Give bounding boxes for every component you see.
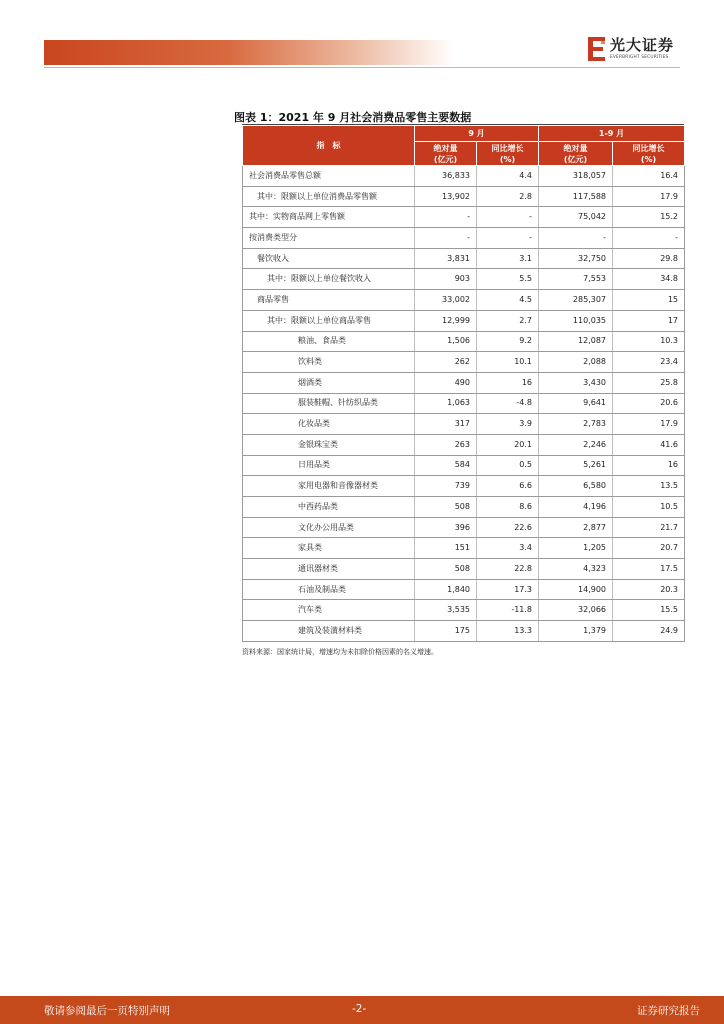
cell-value: 8.6	[477, 497, 539, 518]
cell-value: -	[477, 228, 539, 249]
cell-value: 4.4	[477, 166, 539, 187]
cell-value: 16.4	[613, 166, 685, 187]
cell-value: 396	[415, 517, 477, 538]
cell-value: 22.6	[477, 517, 539, 538]
report-type: 证券研究报告	[637, 1005, 700, 1017]
cell-value: 317	[415, 414, 477, 435]
footer-bar	[0, 996, 724, 1024]
column-header: 同比增长 (%)	[613, 142, 685, 166]
cell-value: 34.8	[613, 269, 685, 290]
row-label: 按消费类型分	[243, 228, 415, 249]
brand-subtitle: EVERBRIGHT SECURITIES	[610, 55, 669, 60]
cell-value: -	[539, 228, 613, 249]
cell-value: 0.5	[477, 455, 539, 476]
cell-value: 17.3	[477, 579, 539, 600]
row-label: 石油及制品类	[243, 579, 415, 600]
cell-value: 4,323	[539, 559, 613, 580]
retail-data-table	[242, 125, 685, 642]
data-source-note: 资料来源：国家统计局，增速均为未扣除价格因素的名义增速。	[242, 648, 438, 656]
cell-value: 1,063	[415, 393, 477, 414]
column-header: 绝对量 (亿元)	[415, 142, 477, 166]
cell-value: 3,535	[415, 600, 477, 621]
cell-value: 4,196	[539, 497, 613, 518]
cell-value: 3,430	[539, 372, 613, 393]
cell-value: 17.9	[613, 414, 685, 435]
cell-value: 9,641	[539, 393, 613, 414]
cell-value: 318,057	[539, 166, 613, 187]
cell-value: 151	[415, 538, 477, 559]
cell-value: 10.1	[477, 352, 539, 373]
cell-value: 29.8	[613, 248, 685, 269]
brand-logo-icon	[588, 37, 606, 61]
row-label: 粮油、食品类	[243, 331, 415, 352]
table-row	[243, 393, 685, 414]
cell-value: 2.7	[477, 310, 539, 331]
cell-value: 3.4	[477, 538, 539, 559]
cell-value: 32,066	[539, 600, 613, 621]
table-row	[243, 269, 685, 290]
table-row	[243, 538, 685, 559]
row-label: 家具类	[243, 538, 415, 559]
table-row	[243, 579, 685, 600]
cell-value: 1,840	[415, 579, 477, 600]
cell-value: -4.8	[477, 393, 539, 414]
cell-value: 22.8	[477, 559, 539, 580]
cell-value: 17.9	[613, 186, 685, 207]
cell-value: -	[415, 207, 477, 228]
cell-value: 12,087	[539, 331, 613, 352]
cell-value: 1,205	[539, 538, 613, 559]
cell-value: 13.5	[613, 476, 685, 497]
cell-value: 20.7	[613, 538, 685, 559]
row-label: 餐饮收入	[243, 248, 415, 269]
row-label: 日用品类	[243, 455, 415, 476]
cell-value: 32,750	[539, 248, 613, 269]
cell-value: 6.6	[477, 476, 539, 497]
row-label: 服装鞋帽、针纺织品类	[243, 393, 415, 414]
row-label: 商品零售	[243, 290, 415, 311]
row-label: 社会消费品零售总额	[243, 166, 415, 187]
cell-value: 25.8	[613, 372, 685, 393]
table-row	[243, 434, 685, 455]
row-label: 金银珠宝类	[243, 434, 415, 455]
cell-value: 10.3	[613, 331, 685, 352]
cell-value: 5.5	[477, 269, 539, 290]
table-row	[243, 517, 685, 538]
cell-value: 9.2	[477, 331, 539, 352]
cell-value: 3.9	[477, 414, 539, 435]
cell-value: -	[613, 228, 685, 249]
cell-value: 1,379	[539, 621, 613, 642]
cell-value: 903	[415, 269, 477, 290]
table-row	[243, 166, 685, 187]
cell-value: 23.4	[613, 352, 685, 373]
cell-value: 13.3	[477, 621, 539, 642]
cell-value: 263	[415, 434, 477, 455]
table-row	[243, 621, 685, 642]
table-row	[243, 352, 685, 373]
disclaimer-notice: 敬请参阅最后一页特别声明	[44, 1005, 170, 1017]
table-row	[243, 372, 685, 393]
cell-value: -	[415, 228, 477, 249]
cell-value: 285,307	[539, 290, 613, 311]
group-header-september: 9 月	[415, 126, 539, 142]
cell-value: 17	[613, 310, 685, 331]
cell-value: 2,246	[539, 434, 613, 455]
cell-value: 4.5	[477, 290, 539, 311]
row-label: 烟酒类	[243, 372, 415, 393]
cell-value: 24.9	[613, 621, 685, 642]
cell-value: 13,902	[415, 186, 477, 207]
cell-value: -11.8	[477, 600, 539, 621]
cell-value: 490	[415, 372, 477, 393]
cell-value: 3.1	[477, 248, 539, 269]
table-row	[243, 290, 685, 311]
table-row	[243, 248, 685, 269]
table-row	[243, 207, 685, 228]
cell-value: 33,002	[415, 290, 477, 311]
row-label: 文化办公用品类	[243, 517, 415, 538]
row-label: 其中：限额以上单位餐饮收入	[243, 269, 415, 290]
row-label: 饮料类	[243, 352, 415, 373]
cell-value: 6,580	[539, 476, 613, 497]
table-row	[243, 455, 685, 476]
cell-value: 16	[477, 372, 539, 393]
table-title: 图表 1：2021 年 9 月社会消费品零售主要数据	[234, 111, 472, 124]
cell-value: 41.6	[613, 434, 685, 455]
cell-value: 17.5	[613, 559, 685, 580]
cell-value: 16	[613, 455, 685, 476]
cell-value: 20.6	[613, 393, 685, 414]
cell-value: 5,261	[539, 455, 613, 476]
cell-value: 7,553	[539, 269, 613, 290]
cell-value: 584	[415, 455, 477, 476]
cell-value: 14,900	[539, 579, 613, 600]
indicator-header: 指 标	[243, 126, 415, 166]
cell-value: 2,783	[539, 414, 613, 435]
cell-value: 12,999	[415, 310, 477, 331]
cell-value: 2,088	[539, 352, 613, 373]
cell-value: 1,506	[415, 331, 477, 352]
row-label: 化妆品类	[243, 414, 415, 435]
table-row	[243, 310, 685, 331]
brand-logo	[588, 37, 684, 63]
cell-value: -	[477, 207, 539, 228]
row-label: 其中：限额以上单位商品零售	[243, 310, 415, 331]
cell-value: 15.2	[613, 207, 685, 228]
cell-value: 20.3	[613, 579, 685, 600]
cell-value: 3,831	[415, 248, 477, 269]
table-row	[243, 186, 685, 207]
table-row	[243, 228, 685, 249]
table-row	[243, 559, 685, 580]
row-label: 建筑及装潢材料类	[243, 621, 415, 642]
cell-value: 20.1	[477, 434, 539, 455]
cell-value: 75,042	[539, 207, 613, 228]
cell-value: 2,877	[539, 517, 613, 538]
cell-value: 2.8	[477, 186, 539, 207]
table-row	[243, 497, 685, 518]
row-label: 通讯器材类	[243, 559, 415, 580]
cell-value: 262	[415, 352, 477, 373]
cell-value: 739	[415, 476, 477, 497]
column-header: 同比增长 (%)	[477, 142, 539, 166]
table-row	[243, 414, 685, 435]
header-bar	[44, 40, 454, 65]
row-label: 其中：实物商品网上零售额	[243, 207, 415, 228]
header-divider	[44, 67, 680, 68]
table-row	[243, 476, 685, 497]
cell-value: 10.5	[613, 497, 685, 518]
cell-value: 508	[415, 559, 477, 580]
table-row	[243, 331, 685, 352]
row-label: 家用电器和音像器材类	[243, 476, 415, 497]
cell-value: 21.7	[613, 517, 685, 538]
column-header: 绝对量 (亿元)	[539, 142, 613, 166]
table-row	[243, 600, 685, 621]
brand-name: 光大证券	[610, 36, 675, 54]
page-number: -2-	[352, 1003, 367, 1015]
row-label: 汽车类	[243, 600, 415, 621]
cell-value: 175	[415, 621, 477, 642]
group-header-jan-sep: 1-9 月	[539, 126, 685, 142]
row-label: 中西药品类	[243, 497, 415, 518]
cell-value: 117,588	[539, 186, 613, 207]
row-label: 其中：限额以上单位消费品零售额	[243, 186, 415, 207]
cell-value: 15	[613, 290, 685, 311]
cell-value: 15.5	[613, 600, 685, 621]
cell-value: 36,833	[415, 166, 477, 187]
cell-value: 110,035	[539, 310, 613, 331]
cell-value: 508	[415, 497, 477, 518]
